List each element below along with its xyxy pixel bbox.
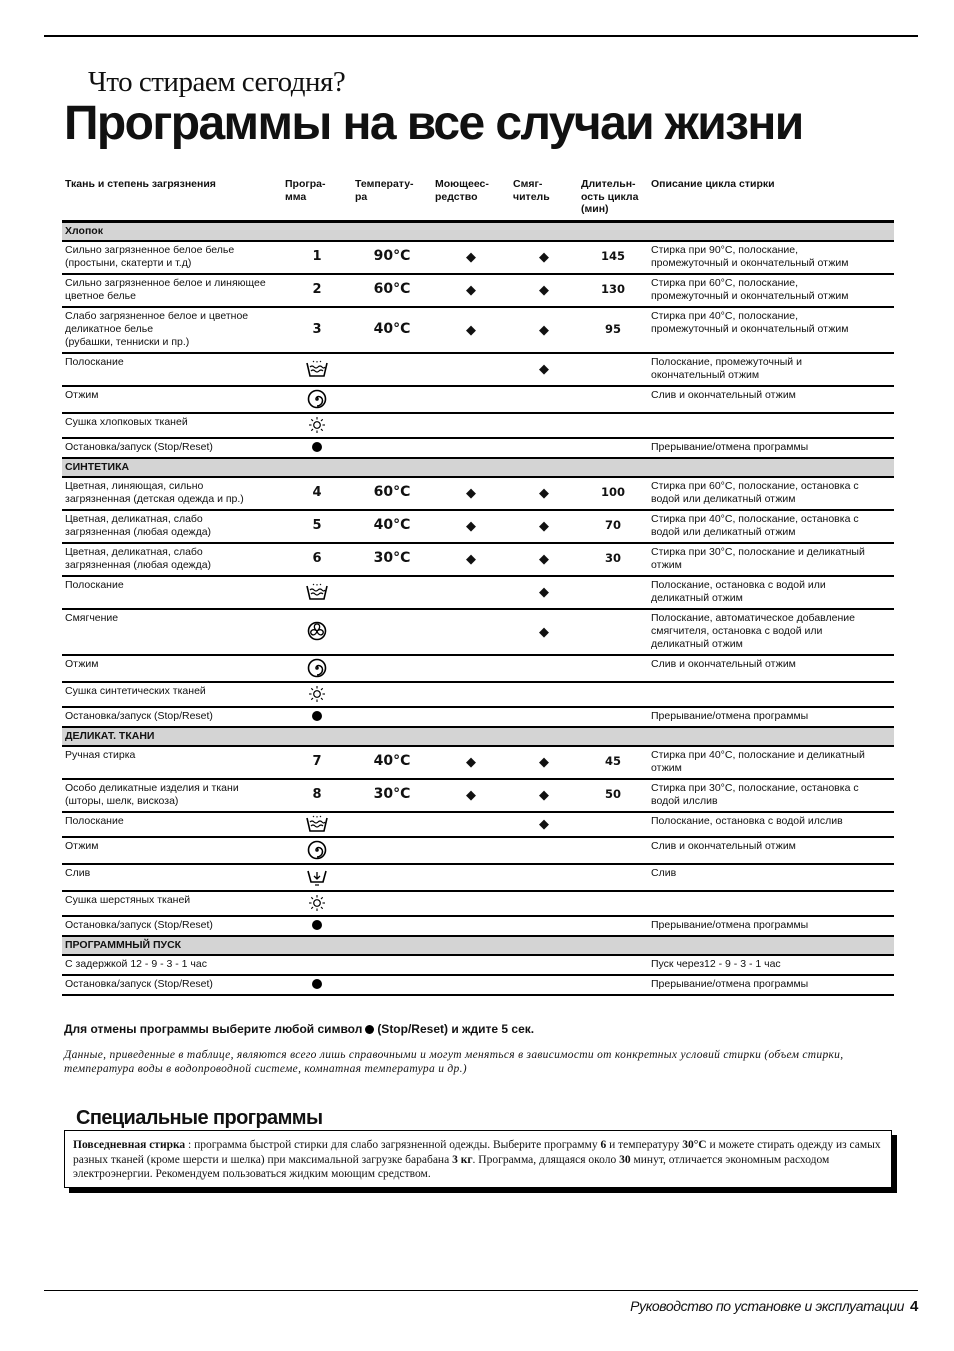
fabric-cell: Цветная, линяющая, сильно загрязненная (детская одежда и пр.) — [62, 477, 282, 510]
special-text-part: : программа быстрой стирки для слабо загрязненной одежды. Выберите программу — [185, 1139, 601, 1151]
softener-cell: ◆ — [510, 477, 578, 510]
table-row — [62, 576, 894, 609]
temperature-cell: 60°C — [352, 274, 432, 307]
duration-cell: 130 — [578, 274, 648, 307]
softener-cell: ◆ — [510, 812, 578, 837]
table-row — [62, 864, 894, 891]
duration-cell: 45 — [578, 746, 648, 779]
fabric-cell: Полоскание — [62, 576, 282, 609]
stop-icon — [282, 975, 352, 995]
spin-icon — [282, 655, 352, 682]
special-program-number: 6 — [600, 1139, 607, 1151]
fabric-cell: Отжим — [62, 386, 282, 413]
stop-reset-dot-icon — [365, 1025, 374, 1034]
description-cell: Пуск через12 - 9 - 3 - 1 час — [648, 955, 894, 975]
top-rule — [44, 35, 918, 37]
description-cell: Прерывание/отмена программы — [648, 707, 894, 727]
program-cell: 4 — [282, 477, 352, 510]
detergent-cell — [432, 975, 510, 995]
detergent-cell: ◆ — [432, 477, 510, 510]
temperature-cell — [352, 609, 432, 655]
detergent-cell — [432, 353, 510, 386]
temperature-cell — [352, 655, 432, 682]
softener-cell: ◆ — [510, 307, 578, 353]
temperature-cell — [352, 353, 432, 386]
softener-cell: ◆ — [510, 274, 578, 307]
description-cell: Слив и окончательный отжим — [648, 837, 894, 864]
header-detergent: Моющеес- редство — [432, 176, 510, 221]
program-cell: 3 — [282, 307, 352, 353]
table-row — [62, 241, 894, 274]
table-row — [62, 707, 894, 727]
duration-cell — [578, 609, 648, 655]
detergent-cell — [432, 864, 510, 891]
description-cell: Полоскание, промежуточный и окончательный отжим — [648, 353, 894, 386]
duration-cell — [578, 386, 648, 413]
temperature-cell — [352, 916, 432, 936]
temperature-cell — [352, 864, 432, 891]
description-cell — [648, 682, 894, 707]
softener-cell — [510, 386, 578, 413]
temperature-cell: 30°C — [352, 543, 432, 576]
softener-cell: ◆ — [510, 779, 578, 812]
rinse-icon — [282, 576, 352, 609]
spin-icon — [282, 837, 352, 864]
table-row — [62, 386, 894, 413]
cancel-note — [64, 1022, 534, 1036]
table-row — [62, 274, 894, 307]
temperature-cell — [352, 576, 432, 609]
section-header-row — [62, 727, 894, 746]
header-description: Описание цикла стирки — [648, 176, 894, 221]
table-row — [62, 413, 894, 438]
duration-cell — [578, 707, 648, 727]
stop-icon — [282, 707, 352, 727]
softener-cell: ◆ — [510, 746, 578, 779]
softener-cell: ◆ — [510, 510, 578, 543]
table-row — [62, 682, 894, 707]
special-programs-title: Специальные программы — [76, 1107, 323, 1129]
detergent-cell — [432, 576, 510, 609]
detergent-cell — [432, 438, 510, 458]
fabric-cell: Особо деликатные изделия и ткани (шторы, шелк, вискоза) — [62, 779, 282, 812]
softener-cell: ◆ — [510, 353, 578, 386]
temperature-cell: 40°C — [352, 510, 432, 543]
duration-cell — [578, 864, 648, 891]
duration-cell — [578, 916, 648, 936]
fabric-cell: Ручная стирка — [62, 746, 282, 779]
temperature-cell — [352, 386, 432, 413]
description-cell: Полоскание, автоматическое добавление смягчителя, остановка с водой или деликатный отжим — [648, 609, 894, 655]
disclaimer: Данные, приведенные в таблице, являются всего лишь справочными и могут меняться в зависимости от конкретных условий стирки (объем стирки, температура воды в водопроводной системе, комнатная температура и др.) — [64, 1049, 844, 1075]
detergent-cell — [432, 891, 510, 916]
detergent-cell — [432, 707, 510, 727]
table-row — [62, 477, 894, 510]
duration-cell — [578, 891, 648, 916]
stop-icon — [282, 438, 352, 458]
softener-cell: ◆ — [510, 576, 578, 609]
program-cell: 2 — [282, 274, 352, 307]
detergent-cell: ◆ — [432, 274, 510, 307]
program-cell: 1 — [282, 241, 352, 274]
temperature-cell — [352, 707, 432, 727]
dry-icon — [282, 413, 352, 438]
fabric-cell: Смягчение — [62, 609, 282, 655]
duration-cell — [578, 353, 648, 386]
table-row — [62, 353, 894, 386]
description-cell: Стирка при 40°C, полоскание, промежуточный и окончательный отжим — [648, 307, 894, 353]
softener-cell — [510, 438, 578, 458]
softener-cell — [510, 955, 578, 975]
description-cell: Полоскание, остановка с водой или деликатный отжим — [648, 576, 894, 609]
description-cell — [648, 891, 894, 916]
special-program-temp: 30°C — [682, 1139, 707, 1151]
detergent-cell — [432, 955, 510, 975]
soften-icon — [282, 609, 352, 655]
table-row — [62, 975, 894, 995]
special-text-part: минут, отличается экономным расходом электроэнергии. Рекомендуем пользоваться жидким моющим средством. — [73, 1153, 830, 1180]
temperature-cell — [352, 413, 432, 438]
header-softener: Смяг- читель — [510, 176, 578, 221]
duration-cell: 70 — [578, 510, 648, 543]
special-program-name: Повседневная стирка — [73, 1139, 186, 1151]
page-subtitle: Что стираем сегодня? — [88, 66, 346, 98]
softener-cell — [510, 864, 578, 891]
program-cell — [282, 955, 352, 975]
table-row — [62, 891, 894, 916]
detergent-cell: ◆ — [432, 746, 510, 779]
duration-cell — [578, 975, 648, 995]
table-row — [62, 916, 894, 936]
detergent-cell: ◆ — [432, 241, 510, 274]
special-program-load: 3 кг — [452, 1153, 473, 1166]
header-temperature: Температу- ра — [352, 176, 432, 221]
fabric-cell: Остановка/запуск (Stop/Reset) — [62, 975, 282, 995]
special-program-minutes: 30 — [619, 1153, 631, 1166]
table-row — [62, 609, 894, 655]
description-cell: Стирка при 60°C, полоскание, промежуточный и окончательный отжим — [648, 274, 894, 307]
duration-cell — [578, 576, 648, 609]
header-duration: Длительн- ость цикла (мин) — [578, 176, 648, 221]
softener-cell: ◆ — [510, 543, 578, 576]
fabric-cell: Остановка/запуск (Stop/Reset) — [62, 916, 282, 936]
program-cell: 5 — [282, 510, 352, 543]
duration-cell — [578, 955, 648, 975]
temperature-cell: 40°C — [352, 307, 432, 353]
section-title: Хлопок — [62, 221, 894, 241]
page-number: 4 — [910, 1298, 918, 1315]
description-cell: Стирка при 40°C, полоскание и деликатный отжим — [648, 746, 894, 779]
duration-cell: 95 — [578, 307, 648, 353]
description-cell: Слив и окончательный отжим — [648, 386, 894, 413]
footer-text: Руководство по установке и эксплуатации — [630, 1298, 905, 1314]
duration-cell: 145 — [578, 241, 648, 274]
description-cell: Прерывание/отмена программы — [648, 916, 894, 936]
detergent-cell — [432, 655, 510, 682]
program-cell: 7 — [282, 746, 352, 779]
detergent-cell: ◆ — [432, 543, 510, 576]
softener-cell: ◆ — [510, 241, 578, 274]
temperature-cell: 90°C — [352, 241, 432, 274]
fabric-cell: Отжим — [62, 837, 282, 864]
table-row — [62, 655, 894, 682]
table-row — [62, 837, 894, 864]
temperature-cell — [352, 955, 432, 975]
table-row — [62, 779, 894, 812]
table-row — [62, 746, 894, 779]
header-fabric: Ткань и степень загрязнения — [62, 176, 282, 221]
detergent-cell: ◆ — [432, 779, 510, 812]
table-row — [62, 510, 894, 543]
special-programs-text — [73, 1138, 885, 1182]
description-cell: Стирка при 40°C, полоскание, остановка с водой или деликатный отжим — [648, 510, 894, 543]
duration-cell: 30 — [578, 543, 648, 576]
program-table — [62, 176, 894, 996]
special-text-part: и температуру — [606, 1139, 683, 1151]
temperature-cell — [352, 837, 432, 864]
section-title: ДЕЛИКАТ. ТКАНИ — [62, 727, 894, 746]
section-header-row — [62, 458, 894, 477]
description-cell — [648, 413, 894, 438]
drain-icon — [282, 864, 352, 891]
detergent-cell — [432, 386, 510, 413]
description-cell: Стирка при 30°C, полоскание, остановка с водой илслив — [648, 779, 894, 812]
temperature-cell: 40°C — [352, 746, 432, 779]
detergent-cell: ◆ — [432, 510, 510, 543]
program-cell: 8 — [282, 779, 352, 812]
description-cell: Прерывание/отмена программы — [648, 438, 894, 458]
fabric-cell: Слив — [62, 864, 282, 891]
cancel-note-text-end: (Stop/Reset) и ждите 5 сек. — [377, 1022, 535, 1036]
stop-icon — [282, 916, 352, 936]
description-cell: Полоскание, остановка с водой илслив — [648, 812, 894, 837]
temperature-cell — [352, 975, 432, 995]
table-body — [62, 221, 894, 995]
softener-cell — [510, 837, 578, 864]
table-row — [62, 543, 894, 576]
duration-cell: 50 — [578, 779, 648, 812]
program-cell: 6 — [282, 543, 352, 576]
fabric-cell: Сушка хлопковых тканей — [62, 413, 282, 438]
softener-cell — [510, 413, 578, 438]
description-cell: Стирка при 60°C, полоскание, остановка с водой или деликатный отжим — [648, 477, 894, 510]
header-program: Програ- мма — [282, 176, 352, 221]
fabric-cell: Сильно загрязненное белое белье (простыни, скатерти и т.д) — [62, 241, 282, 274]
duration-cell — [578, 837, 648, 864]
detergent-cell: ◆ — [432, 307, 510, 353]
temperature-cell — [352, 682, 432, 707]
description-cell: Слив и окончательный отжим — [648, 655, 894, 682]
cancel-note-text: Для отмены программы выберите любой символ — [64, 1022, 363, 1036]
special-text-part: и можете стирать одежду из самых разных тканей (кроме шерсти и шелка) при максимальной загрузке барабана — [73, 1139, 881, 1166]
temperature-cell — [352, 438, 432, 458]
description-cell: Прерывание/отмена программы — [648, 975, 894, 995]
rinse-icon — [282, 812, 352, 837]
detergent-cell — [432, 916, 510, 936]
section-title: СИНТЕТИКА — [62, 458, 894, 477]
fabric-cell: С задержкой 12 - 9 - 3 - 1 час — [62, 955, 282, 975]
description-cell: Слив — [648, 864, 894, 891]
softener-cell: ◆ — [510, 609, 578, 655]
fabric-cell: Полоскание — [62, 812, 282, 837]
fabric-cell: Сильно загрязненное белое и линяющее цветное белье — [62, 274, 282, 307]
special-programs-box — [64, 1130, 892, 1188]
duration-cell — [578, 655, 648, 682]
rinse-icon — [282, 353, 352, 386]
section-title: ПРОГРАММНЫЙ ПУСК — [62, 936, 894, 955]
fabric-cell: Остановка/запуск (Stop/Reset) — [62, 438, 282, 458]
footer — [630, 1298, 918, 1315]
detergent-cell — [432, 413, 510, 438]
detergent-cell — [432, 812, 510, 837]
softener-cell — [510, 916, 578, 936]
fabric-cell: Сушка синтетических тканей — [62, 682, 282, 707]
dry-icon — [282, 891, 352, 916]
detergent-cell — [432, 837, 510, 864]
detergent-cell — [432, 609, 510, 655]
softener-cell — [510, 891, 578, 916]
temperature-cell: 60°C — [352, 477, 432, 510]
spin-icon — [282, 386, 352, 413]
temperature-cell: 30°C — [352, 779, 432, 812]
softener-cell — [510, 655, 578, 682]
temperature-cell — [352, 812, 432, 837]
table-header-row — [62, 176, 894, 221]
table-row — [62, 812, 894, 837]
temperature-cell — [352, 891, 432, 916]
fabric-cell: Остановка/запуск (Stop/Reset) — [62, 707, 282, 727]
softener-cell — [510, 975, 578, 995]
section-header-row — [62, 221, 894, 241]
duration-cell — [578, 812, 648, 837]
page-title: Программы на все случаи жизни — [64, 97, 803, 150]
fabric-cell: Сушка шерстяных тканей — [62, 891, 282, 916]
section-header-row — [62, 936, 894, 955]
fabric-cell: Отжим — [62, 655, 282, 682]
fabric-cell: Цветная, деликатная, слабо загрязненная (любая одежда) — [62, 543, 282, 576]
duration-cell — [578, 413, 648, 438]
softener-cell — [510, 707, 578, 727]
fabric-cell: Полоскание — [62, 353, 282, 386]
table-row — [62, 307, 894, 353]
dry-icon — [282, 682, 352, 707]
special-text-part: . Программа, длящаяся около — [472, 1153, 620, 1166]
detergent-cell — [432, 682, 510, 707]
fabric-cell: Цветная, деликатная, слабо загрязненная (любая одежда) — [62, 510, 282, 543]
bottom-rule — [44, 1290, 918, 1291]
duration-cell: 100 — [578, 477, 648, 510]
description-cell: Стирка при 30°C, полоскание и деликатный отжим — [648, 543, 894, 576]
duration-cell — [578, 438, 648, 458]
softener-cell — [510, 682, 578, 707]
duration-cell — [578, 682, 648, 707]
description-cell: Стирка при 90°C, полоскание, промежуточный и окончательный отжим — [648, 241, 894, 274]
fabric-cell: Слабо загрязненное белое и цветное деликатное белье (рубашки, тенниски и пр.) — [62, 307, 282, 353]
table-row — [62, 955, 894, 975]
table-row — [62, 438, 894, 458]
